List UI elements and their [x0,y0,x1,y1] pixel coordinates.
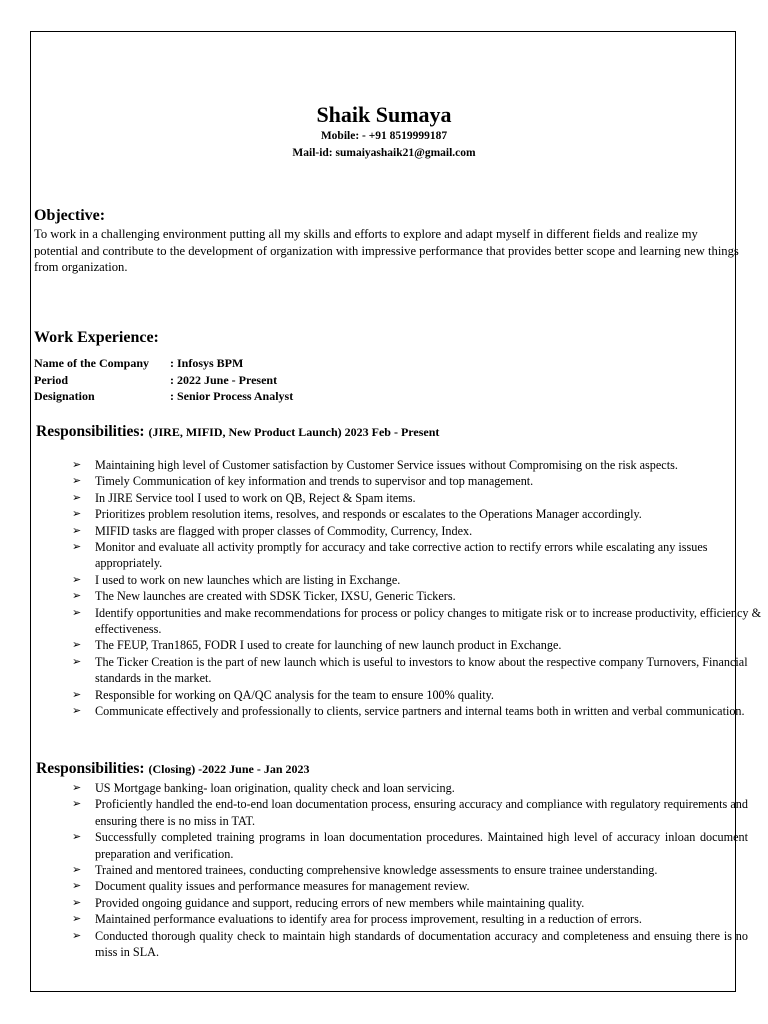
list-item [72,780,748,796]
arrow-bullet-icon: ➢ [72,639,82,652]
list-item-text: Conducted thorough quality check to maintain high standards of documentation accuracy and completeness and ensuing there is no miss in SLA. [95,928,748,960]
list-item-text: Monitor and evaluate all activity promptly for accuracy and take corrective action to rectify errors while escalating any issues appropriately. [95,540,708,571]
list-item-text: The Ticker Creation is the part of new launch which is useful to investors to know about the respective company Turnovers, Financial standards in the market. [95,654,748,686]
list-item-text: Responsible for working on QA/QC analysis for the team to ensure 100% quality. [95,687,494,702]
responsibilities-list-2 [72,780,748,960]
list-item [72,687,768,703]
list-item [72,862,748,878]
list-item-text: Identify opportunities and make recommendations for process or policy changes to mitigate risk or to increase productivity, efficiency & effectiveness. [95,605,762,637]
company-value: : Infosys BPM [170,356,244,370]
list-item [72,895,748,911]
list-item-text: Maintained performance evaluations to identify area for process improvement, resulting in a reduction of errors. [95,912,642,927]
list-item-text: The FEUP, Tran1865, FODR I used to create for launching of new launch product in Exchange. [95,638,562,653]
list-item [72,654,768,687]
list-item-text: Successfully completed training programs in loan documentation procedures. Maintained high level of accuracy inloan document preparation and verification. [95,830,748,861]
list-item [72,829,748,862]
list-item [72,796,748,829]
arrow-bullet-icon: ➢ [72,491,82,504]
responsibilities-heading-2 [36,760,310,778]
list-item [72,473,768,489]
list-item-text: Communicate effectively and professionally to clients, service partners and internal teams both in written and verbal communication. [95,704,745,719]
responsibilities-label: Responsibilities: [36,423,145,440]
list-item-text: Maintaining high level of Customer satisfaction by Customer Service issues without Compromising on the risk aspects. [95,458,678,472]
list-item [72,572,768,588]
arrow-bullet-icon: ➢ [72,864,82,877]
designation-row [34,388,293,405]
arrow-bullet-icon: ➢ [72,688,82,701]
list-item-text: Provided ongoing guidance and support, reducing errors of new members while maintaining quality. [95,895,585,910]
resume-header [0,102,768,162]
arrow-bullet-icon: ➢ [72,508,82,521]
list-item [72,928,748,961]
arrow-bullet-icon: ➢ [72,896,82,909]
responsibilities-subheading: (Closing) -2022 June - Jan 2023 [148,762,310,776]
list-item [72,588,768,604]
arrow-bullet-icon: ➢ [72,541,82,554]
list-item-text: In JIRE Service tool I used to work on QB, Reject & Spam items. [95,490,416,505]
arrow-bullet-icon: ➢ [72,606,82,619]
responsibilities-heading-1 [36,423,439,441]
arrow-bullet-icon: ➢ [72,929,82,942]
arrow-bullet-icon: ➢ [72,590,82,603]
list-item [72,523,768,539]
period-value: : 2022 June - Present [170,372,278,387]
arrow-bullet-icon: ➢ [72,782,82,794]
designation-value: : Senior Process Analyst [170,389,294,404]
responsibilities-list-1 [72,457,768,720]
list-item-text: Document quality issues and performance measures for management review. [95,879,470,894]
list-item [72,605,768,638]
mobile-number: Mobile: - +91 8519999187 [320,130,448,142]
arrow-bullet-icon: ➢ [72,831,82,844]
list-item [72,911,748,927]
arrow-bullet-icon: ➢ [72,913,82,926]
arrow-bullet-icon: ➢ [72,524,82,537]
arrow-bullet-icon: ➢ [72,798,82,811]
list-item [72,637,768,653]
responsibilities-subheading: (JIRE, MIFID, New Product Launch) 2023 Feb - Present [148,425,440,439]
company-info [34,355,293,405]
arrow-bullet-icon: ➢ [72,705,82,718]
list-item-text: US Mortgage banking- loan origination, quality check and loan servicing. [95,781,455,795]
work-experience-title: Work Experience: [34,329,159,346]
arrow-bullet-icon: ➢ [72,573,82,586]
list-item-text: Proficiently handled the end-to-end loan documentation process, ensuring accuracy and compliance with regulatory requirements and ensuring there is no miss in TAT. [95,797,748,828]
company-label: Name of the Company [34,356,149,370]
arrow-bullet-icon: ➢ [72,475,82,488]
period-row [34,372,293,389]
objective-title: Objective: [34,207,106,224]
list-item [72,506,768,522]
list-item [72,457,768,473]
company-row [34,355,293,372]
list-item [72,703,768,719]
candidate-name: Shaik Sumaya [316,102,452,127]
list-item-text: Trained and mentored trainees, conducting comprehensive knowledge assessments to ensure trainee understanding. [95,863,658,878]
responsibilities-label: Responsibilities: [36,760,145,777]
list-item-text: The New launches are created with SDSK Ticker, IXSU, Generic Tickers. [95,589,456,604]
objective-text: To work in a challenging environment putting all my skills and efforts to explore and adapt myself in different fields and realize my potential and contribute to the development of organization with impressive performance that provides better scope and learning new things from organization. [34,227,739,274]
arrow-bullet-icon: ➢ [72,880,82,893]
arrow-bullet-icon: ➢ [72,655,82,668]
list-item [72,878,748,894]
designation-label: Designation [34,389,95,404]
arrow-bullet-icon: ➢ [72,459,82,471]
list-item-text: Timely Communication of key information and trends to supervisor and top management. [95,474,534,489]
list-item-text: Prioritizes problem resolution items, resolves, and responds or escalates to the Operations Manager accordingly. [95,507,642,522]
list-item [72,490,768,506]
list-item-text: I used to work on new launches which are listing in Exchange. [95,572,401,587]
list-item [72,539,768,572]
period-label: Period [34,372,68,387]
list-item-text: MIFID tasks are flagged with proper classes of Commodity, Currency, Index. [95,523,473,538]
email-address: Mail-id: sumaiyashaik21@gmail.com [292,147,476,159]
